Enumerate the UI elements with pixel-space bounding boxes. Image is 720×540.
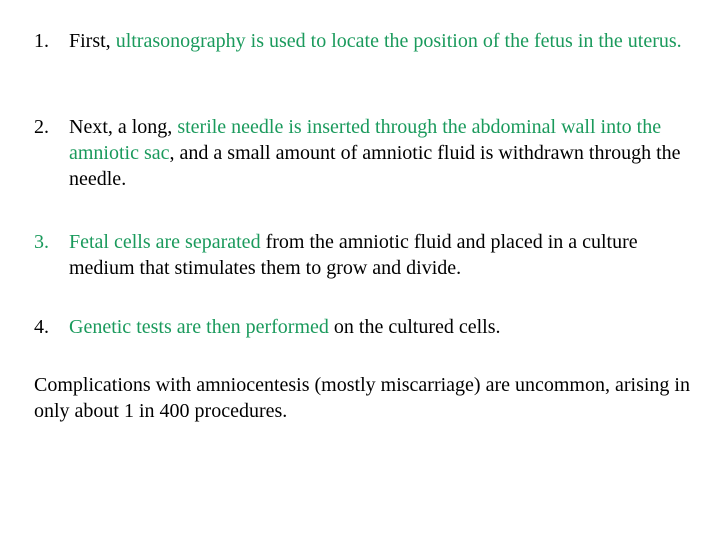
list-item-2 [34,114,694,192]
closing-paragraph: Complications with amniocentesis (mostly miscarriage) are uncommon, arising in only about 1 in 400 procedures. [34,374,690,422]
list-item-1 [34,28,694,54]
list-item-text [34,314,694,340]
text-segment: , and a small amount of amniotic fluid is withdrawn through the needle. [69,142,681,190]
highlighted-text-segment: ultrasonography is used to locate the position of the fetus in the uterus. [115,30,682,52]
list-item-4 [34,314,694,340]
text-segment: on the cultured cells. [328,316,501,338]
highlighted-text-segment: sterile needle is inserted through the abdominal wall into the amniotic sac [69,116,662,164]
list-item-text [34,114,694,192]
text-segment: Next, a long, [69,116,178,138]
highlighted-text-segment: Genetic tests are then performed [69,316,329,338]
list-item-text [34,28,694,54]
highlighted-text-segment: Fetal cells are separated [69,231,261,253]
text-segment: from the amniotic fluid and placed in a culture medium that stimulates them to grow and divide. [69,231,638,279]
list-number: 4. [34,316,49,338]
list-item-text [34,229,694,281]
list-number: 2. [34,116,49,138]
list-item-3 [34,229,694,281]
text-segment: First, [69,30,116,52]
list-number: 3. [34,231,49,253]
list-number: 1. [34,30,49,52]
